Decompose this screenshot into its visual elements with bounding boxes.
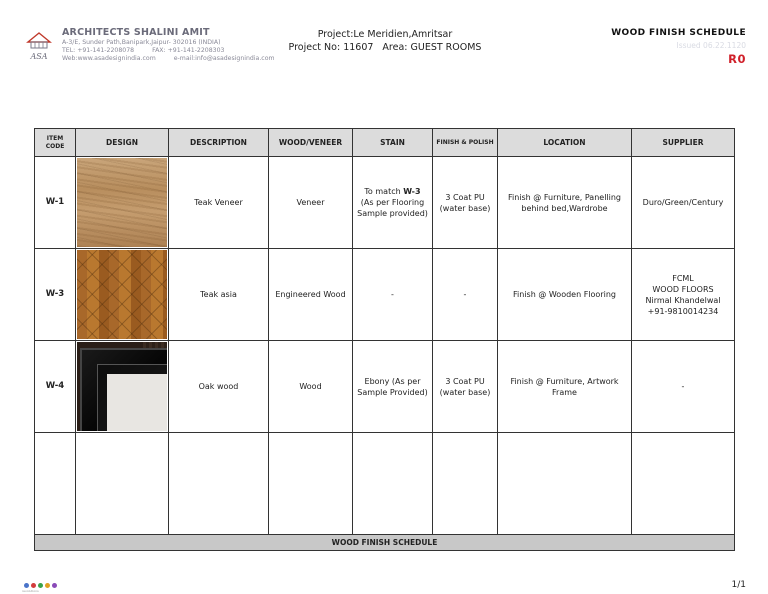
project-meta xyxy=(270,41,500,54)
stain-reference: W-3 xyxy=(403,187,421,196)
stain-prefix: To match xyxy=(364,187,404,196)
empty-cell xyxy=(433,433,498,535)
location-cell: Finish @ Furniture, Artwork Frame xyxy=(498,341,632,433)
description-cell: Teak asia xyxy=(169,249,269,341)
finish-cell: - xyxy=(433,249,498,341)
firm-web[interactable]: Web:www.asadesignindia.com xyxy=(62,54,156,62)
project-info xyxy=(270,28,500,54)
document-title: WOOD FINISH SCHEDULE xyxy=(611,28,746,38)
item-code: W-3 xyxy=(35,249,76,341)
table-header-row xyxy=(35,129,735,157)
light-oak-grain-swatch xyxy=(77,158,167,247)
design-cell xyxy=(76,157,169,249)
teak-herringbone-swatch xyxy=(77,250,167,339)
firm-block xyxy=(62,28,275,62)
footer-dot xyxy=(31,583,36,588)
empty-cell xyxy=(169,433,269,535)
firm-tel: TEL: +91-141-2208078 xyxy=(62,46,135,54)
asa-logo xyxy=(22,28,56,62)
table-footer-row xyxy=(35,535,735,551)
item-code: W-4 xyxy=(35,341,76,433)
document-subtitle: Issued 06.22.1120 xyxy=(676,41,746,50)
stain-cell xyxy=(353,157,433,249)
header-description: DESCRIPTION xyxy=(169,129,269,157)
firm-address: A-3/E, Sunder Path,Banipark,Jaipur- 302016 (INDIA) xyxy=(62,38,221,46)
footer-logo-dots xyxy=(24,583,57,588)
firm-web-line xyxy=(62,56,275,62)
revision-badge: R0 xyxy=(728,52,746,66)
wood-cell: Wood xyxy=(269,341,353,433)
wood-finish-table xyxy=(34,128,735,551)
wood-cell: Veneer xyxy=(269,157,353,249)
supplier-line: - xyxy=(681,382,685,391)
header-item-code: ITEM CODE xyxy=(35,129,76,157)
finish-cell: 3 Coat PU (water base) xyxy=(433,157,498,249)
footer-dot xyxy=(45,583,50,588)
footer-dot xyxy=(38,583,43,588)
supplier-cell xyxy=(632,341,735,433)
location-cell: Finish @ Furniture, Panelling behind bed,Wardrobe xyxy=(498,157,632,249)
firm-name: ARCHITECTS SHALINI AMIT xyxy=(62,27,210,38)
project-area: Area: GUEST ROOMS xyxy=(382,42,482,53)
footer-dot xyxy=(52,583,57,588)
stain-cell: Ebony (As per Sample Provided) xyxy=(353,341,433,433)
footer-dot xyxy=(24,583,29,588)
header-wood-veneer: WOOD/VENEER xyxy=(269,129,353,157)
header-supplier: SUPPLIER xyxy=(632,129,735,157)
header-stain: STAIN xyxy=(353,129,433,157)
header-finish-polish: FINISH & POLISH xyxy=(433,129,498,157)
ebony-frame-swatch xyxy=(77,342,167,431)
firm-contact xyxy=(62,48,275,54)
finish-cell: 3 Coat PU (water base) xyxy=(433,341,498,433)
table-row xyxy=(35,341,735,433)
logo-text: ASA xyxy=(30,52,48,61)
empty-cell xyxy=(632,433,735,535)
stain-suffix: (As per Flooring Sample provided) xyxy=(357,198,428,218)
firm-email[interactable]: e-mail:info@asadesignindia.com xyxy=(173,54,275,62)
item-code: W-1 xyxy=(35,157,76,249)
supplier-line: FCML xyxy=(672,273,694,283)
frame-canvas xyxy=(107,374,167,431)
empty-cell xyxy=(353,433,433,535)
firm-fax: FAX: +91-141-2208303 xyxy=(152,46,225,54)
design-cell xyxy=(76,249,169,341)
table-row-empty xyxy=(35,433,735,535)
supplier-line: Nirmal Khandelwal xyxy=(645,295,721,305)
table-row xyxy=(35,157,735,249)
supplier-line: Duro/Green/Century xyxy=(642,198,724,207)
header-design: DESIGN xyxy=(76,129,169,157)
design-cell xyxy=(76,341,169,433)
supplier-cell xyxy=(632,249,735,341)
table-footer-title: WOOD FINISH SCHEDULE xyxy=(35,535,735,551)
description-cell: Oak wood xyxy=(169,341,269,433)
description-cell: Teak Veneer xyxy=(169,157,269,249)
empty-cell xyxy=(76,433,169,535)
table-row xyxy=(35,249,735,341)
project-number: Project No: 11607 xyxy=(288,42,374,53)
empty-cell xyxy=(269,433,353,535)
empty-cell xyxy=(498,433,632,535)
footer-logo-caption: revolutions xyxy=(22,589,39,593)
header-location: LOCATION xyxy=(498,129,632,157)
wood-cell: Engineered Wood xyxy=(269,249,353,341)
stain-cell: - xyxy=(353,249,433,341)
supplier-cell xyxy=(632,157,735,249)
supplier-line: +91-9810014234 xyxy=(647,306,719,316)
location-cell: Finish @ Wooden Flooring xyxy=(498,249,632,341)
supplier-line: WOOD FLOORS xyxy=(652,284,714,294)
page-number: 1/1 xyxy=(731,580,746,590)
empty-cell xyxy=(35,433,76,535)
project-name: Project:Le Meridien,Amritsar xyxy=(317,29,453,40)
